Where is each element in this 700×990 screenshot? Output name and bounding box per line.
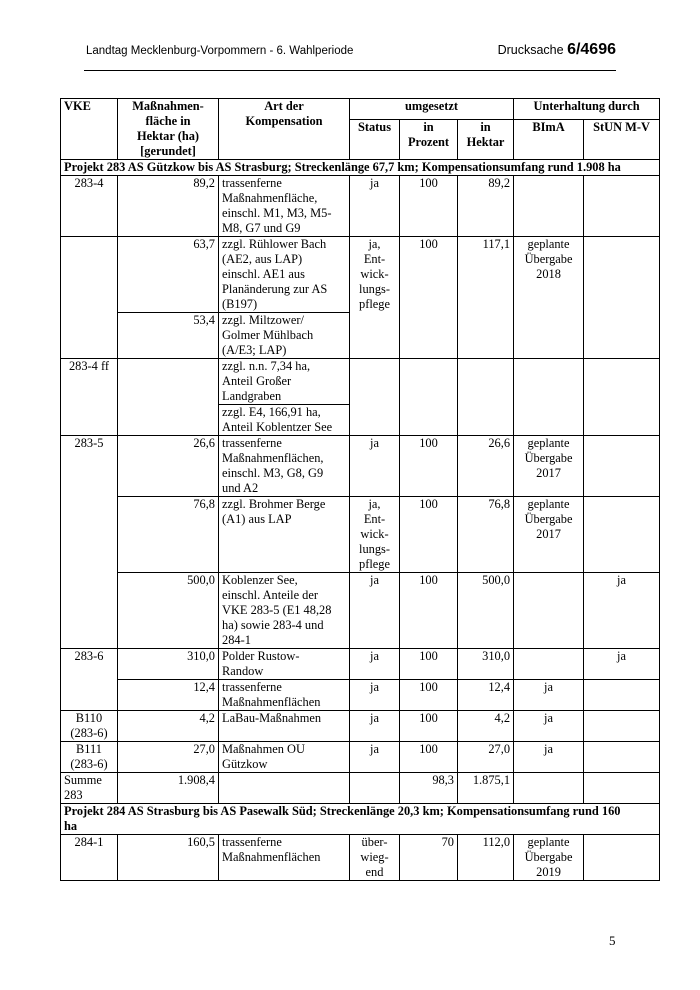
cell-bima — [514, 573, 584, 649]
cell-art: Polder Rustow- Randow — [219, 649, 350, 680]
document-number-prefix: Drucksache — [497, 43, 568, 57]
cell-status: ja — [350, 573, 400, 649]
cell-hektar: 310,0 — [458, 649, 514, 680]
cell-hektar: 112,0 — [458, 835, 514, 881]
cell-flaeche: 160,5 — [118, 835, 219, 881]
col-stun: StUN M-V — [584, 119, 660, 159]
cell-stun: ja — [584, 573, 660, 649]
cell-art: trassenferne Maßnahmenflächen — [219, 835, 350, 881]
cell-flaeche: 310,0 — [118, 649, 219, 680]
table-row — [61, 649, 660, 680]
cell-hektar: 27,0 — [458, 742, 514, 773]
project-row — [61, 804, 660, 835]
header-title: Landtag Mecklenburg-Vorpommern - 6. Wahlperiode — [86, 45, 354, 57]
cell-bima: geplante Übergabe 2017 — [514, 497, 584, 573]
cell-stun — [584, 835, 660, 881]
cell-art: trassenferne Maßnahmenflächen — [219, 680, 350, 711]
cell-status: ja — [350, 742, 400, 773]
cell-art: zzgl. E4, 166,91 ha, Anteil Koblentzer See — [219, 405, 350, 436]
cell-art — [219, 773, 350, 804]
table-header-row — [61, 99, 660, 120]
cell-stun — [584, 359, 660, 436]
table-row — [61, 680, 660, 711]
cell-art: Koblenzer See, einschl. Anteile der VKE 283-5 (E1 48,28 ha) sowie 283-4 und 284-1 — [219, 573, 350, 649]
cell-stun — [584, 436, 660, 497]
cell-bima: geplante Übergabe 2018 — [514, 237, 584, 359]
cell-bima: ja — [514, 742, 584, 773]
cell-status — [350, 359, 400, 436]
cell-stun — [584, 497, 660, 573]
cell-vke: B111 (283-6) — [61, 742, 118, 773]
cell-status: ja, Ent- wick- lungs- pflege — [350, 237, 400, 359]
cell-flaeche: 500,0 — [118, 573, 219, 649]
cell-art: trassenferne Maßnahmenflächen, einschl. M3, G8, G9 und A2 — [219, 436, 350, 497]
cell-bima — [514, 176, 584, 237]
cell-vke: 283-5 — [61, 436, 118, 649]
cell-status: ja — [350, 680, 400, 711]
cell-stun — [584, 237, 660, 359]
page-number: 5 — [609, 933, 616, 948]
cell-status: über- wieg- end — [350, 835, 400, 881]
cell-art: Maßnahmen OU Gützkow — [219, 742, 350, 773]
cell-status: ja — [350, 711, 400, 742]
col-art: Art der Kompensation — [219, 99, 350, 160]
project-284-title: Projekt 284 AS Strasburg bis AS Pasewalk Süd; Streckenlänge 20,3 km; Kompensationsumfang rund 160 ha — [61, 804, 660, 835]
cell-flaeche: 12,4 — [118, 680, 219, 711]
cell-hektar: 4,2 — [458, 711, 514, 742]
cell-flaeche: 1.908,4 — [118, 773, 219, 804]
cell-bima — [514, 649, 584, 680]
col-unterhaltung: Unterhaltung durch — [514, 99, 660, 120]
cell-prozent — [400, 359, 458, 436]
table-row — [61, 573, 660, 649]
cell-art: zzgl. n.n. 7,34 ha, Anteil Großer Landgraben — [219, 359, 350, 405]
table-row — [61, 742, 660, 773]
cell-flaeche: 63,7 — [118, 237, 219, 313]
project-row — [61, 160, 660, 176]
cell-vke — [61, 237, 118, 359]
project-283-title: Projekt 283 AS Gützkow bis AS Strasburg; Streckenlänge 67,7 km; Kompensationsumfang rund 1.908 ha — [61, 160, 660, 176]
cell-status: ja — [350, 176, 400, 237]
col-prozent: in Prozent — [400, 119, 458, 159]
cell-hektar: 26,6 — [458, 436, 514, 497]
table-row — [61, 436, 660, 497]
cell-stun: ja — [584, 649, 660, 680]
cell-art: zzgl. Miltzower/ Golmer Mühlbach (A/E3; LAP) — [219, 313, 350, 359]
cell-flaeche: 4,2 — [118, 711, 219, 742]
cell-flaeche: 26,6 — [118, 436, 219, 497]
compensation-table — [60, 98, 660, 881]
cell-prozent: 70 — [400, 835, 458, 881]
cell-bima: ja — [514, 680, 584, 711]
cell-flaeche: 27,0 — [118, 742, 219, 773]
col-flaeche: Maßnahmen- fläche in Hektar (ha) [gerundet] — [118, 99, 219, 160]
cell-status: ja, Ent- wick- lungs- pflege — [350, 497, 400, 573]
cell-hektar: 1.875,1 — [458, 773, 514, 804]
cell-hektar: 117,1 — [458, 237, 514, 359]
cell-prozent: 100 — [400, 176, 458, 237]
cell-flaeche: 89,2 — [118, 176, 219, 237]
cell-flaeche: 76,8 — [118, 497, 219, 573]
cell-hektar: 12,4 — [458, 680, 514, 711]
cell-stun — [584, 773, 660, 804]
col-bima: BImA — [514, 119, 584, 159]
cell-vke: B110 (283-6) — [61, 711, 118, 742]
cell-bima: geplante Übergabe 2017 — [514, 436, 584, 497]
cell-vke: 283-4 — [61, 176, 118, 237]
cell-bima — [514, 773, 584, 804]
cell-prozent: 100 — [400, 436, 458, 497]
cell-stun — [584, 176, 660, 237]
cell-art: LaBau-Maßnahmen — [219, 711, 350, 742]
table-row — [61, 835, 660, 881]
cell-bima: ja — [514, 711, 584, 742]
cell-art: zzgl. Rühlower Bach (AE2, aus LAP) einschl. AE1 aus Planänderung zur AS (B197) — [219, 237, 350, 313]
cell-vke: Summe 283 — [61, 773, 118, 804]
cell-stun — [584, 680, 660, 711]
cell-status — [350, 773, 400, 804]
table-row — [61, 711, 660, 742]
col-umgesetzt: umgesetzt — [350, 99, 514, 120]
table-row — [61, 497, 660, 573]
cell-prozent: 100 — [400, 649, 458, 680]
cell-vke: 283-6 — [61, 649, 118, 711]
cell-stun — [584, 742, 660, 773]
cell-hektar: 76,8 — [458, 497, 514, 573]
table-row — [61, 176, 660, 237]
cell-bima: geplante Übergabe 2019 — [514, 835, 584, 881]
cell-prozent: 98,3 — [400, 773, 458, 804]
cell-prozent: 100 — [400, 742, 458, 773]
cell-hektar: 89,2 — [458, 176, 514, 237]
cell-prozent: 100 — [400, 497, 458, 573]
cell-flaeche: 53,4 — [118, 313, 219, 359]
cell-hektar: 500,0 — [458, 573, 514, 649]
cell-prozent: 100 — [400, 237, 458, 359]
col-status: Status — [350, 119, 400, 159]
cell-art: trassenferne Maßnahmenfläche, einschl. M1, M3, M5- M8, G7 und G9 — [219, 176, 350, 237]
cell-vke: 283-4 ff — [61, 359, 118, 436]
col-vke: VKE — [61, 99, 118, 160]
cell-prozent: 100 — [400, 680, 458, 711]
cell-stun — [584, 711, 660, 742]
table-row — [61, 359, 660, 405]
cell-art: zzgl. Brohmer Berge (A1) aus LAP — [219, 497, 350, 573]
cell-status: ja — [350, 649, 400, 680]
document-number — [498, 41, 616, 59]
cell-vke: 284-1 — [61, 835, 118, 881]
header-rule — [84, 70, 616, 71]
table-row — [61, 237, 660, 313]
cell-bima — [514, 359, 584, 436]
cell-prozent: 100 — [400, 711, 458, 742]
cell-prozent: 100 — [400, 573, 458, 649]
col-hektar: in Hektar — [458, 119, 514, 159]
cell-flaeche — [118, 359, 219, 436]
cell-hektar — [458, 359, 514, 436]
sum-row — [61, 773, 660, 804]
document-number-value: 6/4696 — [567, 41, 616, 58]
cell-status: ja — [350, 436, 400, 497]
